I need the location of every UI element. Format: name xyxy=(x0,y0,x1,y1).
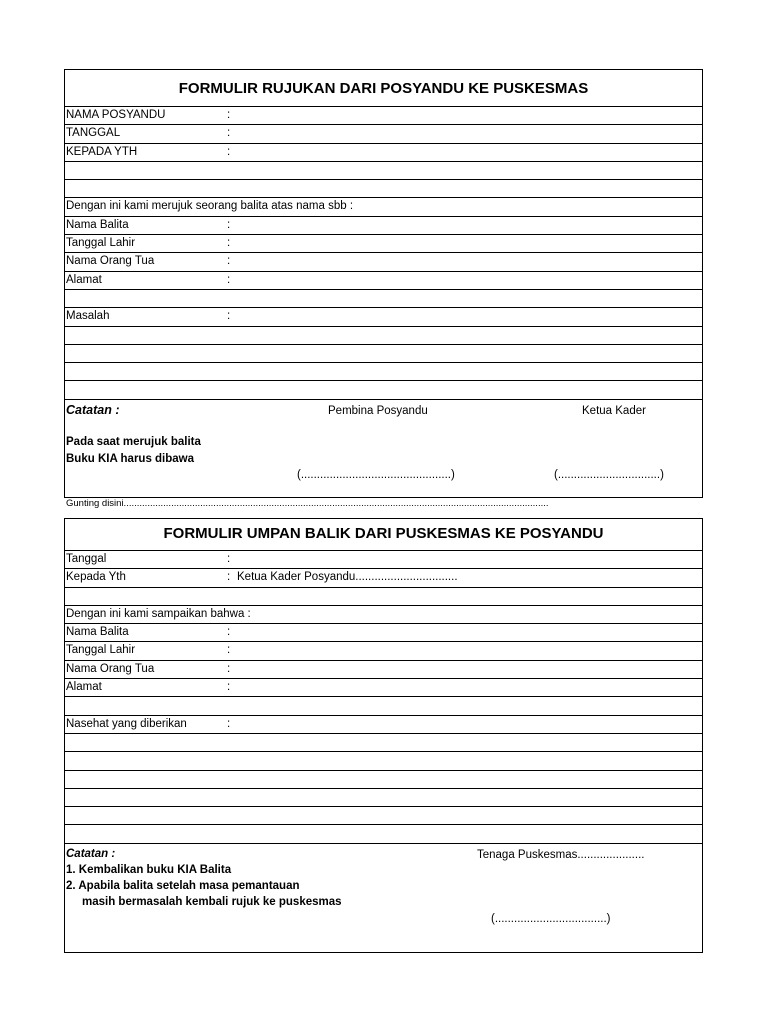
field-colon: : xyxy=(227,662,231,675)
field-alamat[interactable] xyxy=(65,272,702,290)
cut-line: Gunting disini................................................................................................................................................................. xyxy=(66,498,549,509)
field-nama-posyandu[interactable] xyxy=(65,107,702,125)
field-label: Alamat xyxy=(66,681,102,694)
blank-line[interactable] xyxy=(65,290,702,308)
field-nama-orang-tua[interactable] xyxy=(65,253,702,271)
field-label: Tanggal xyxy=(66,553,107,565)
field-colon: : xyxy=(227,571,231,584)
field-label: Nama Balita xyxy=(66,626,129,639)
blank-line[interactable] xyxy=(65,588,702,606)
field-nama-balita[interactable] xyxy=(65,624,702,642)
intro-text xyxy=(65,606,702,624)
blank-line[interactable] xyxy=(65,734,702,752)
blank-line[interactable] xyxy=(65,363,702,381)
pembina-label: Pembina Posyandu xyxy=(328,404,428,417)
field-tanggal-lahir[interactable] xyxy=(65,642,702,660)
field-label: Masalah xyxy=(66,310,110,323)
blank-line[interactable] xyxy=(65,180,702,198)
intro-label: Dengan ini kami merujuk seorang balita atas nama sbb : xyxy=(66,200,354,213)
blank-line[interactable] xyxy=(65,381,702,399)
field-label: KEPADA YTH xyxy=(66,145,138,158)
blank-line[interactable] xyxy=(65,789,702,807)
field-colon: : xyxy=(227,553,231,565)
feedback-form-title: FORMULIR UMPAN BALIK DARI PUSKESMAS KE POSYANDU xyxy=(65,519,702,551)
note-line-1: 1. Kembalikan buku KIA Balita xyxy=(66,863,232,876)
field-label: NAMA POSYANDU xyxy=(66,109,166,121)
field-colon: : xyxy=(227,273,231,286)
intro-label: Dengan ini kami sampaikan bahwa : xyxy=(66,607,251,620)
tenaga-puskesmas-label[interactable]: Tenaga Puskesmas..................... xyxy=(477,848,645,861)
field-nama-balita[interactable] xyxy=(65,217,702,235)
field-colon: : xyxy=(227,681,231,694)
field-nama-orang-tua[interactable] xyxy=(65,661,702,679)
field-tanggal-lahir[interactable] xyxy=(65,235,702,253)
field-masalah[interactable] xyxy=(65,308,702,326)
field-label: Tanggal Lahir xyxy=(66,644,136,657)
signature-tenaga[interactable]: (...................................) xyxy=(491,912,611,925)
field-label: Kepada Yth xyxy=(66,571,126,584)
field-label: Nama Orang Tua xyxy=(66,255,155,268)
note-line-1: Pada saat merujuk balita xyxy=(66,435,201,448)
field-label: TANGGAL xyxy=(66,127,121,140)
field-nasehat[interactable] xyxy=(65,716,702,734)
blank-line[interactable] xyxy=(65,327,702,345)
field-colon: : xyxy=(227,109,231,121)
field-colon: : xyxy=(227,626,231,639)
notes-section xyxy=(65,844,702,948)
field-tanggal[interactable] xyxy=(65,125,702,143)
field-label: Nasehat yang diberikan xyxy=(66,717,187,730)
field-label: Nama Balita xyxy=(66,218,129,231)
blank-line[interactable] xyxy=(65,807,702,825)
note-line-3: masih bermasalah kembali rujuk ke puskesmas xyxy=(82,895,342,908)
field-colon: : xyxy=(227,218,231,231)
signature-ketua[interactable]: (................................) xyxy=(554,468,664,481)
field-label: Nama Orang Tua xyxy=(66,662,155,675)
blank-line[interactable] xyxy=(65,162,702,180)
field-colon: : xyxy=(227,255,231,268)
blank-line[interactable] xyxy=(65,771,702,789)
field-colon: : xyxy=(227,644,231,657)
field-label: Tanggal Lahir xyxy=(66,237,136,250)
field-alamat[interactable] xyxy=(65,679,702,697)
field-colon: : xyxy=(227,145,231,158)
blank-line[interactable] xyxy=(65,825,702,843)
field-kepada-yth[interactable] xyxy=(65,569,702,587)
referral-form xyxy=(64,69,703,498)
note-line-2: 2. Apabila balita setelah masa pemantauan xyxy=(66,879,300,892)
field-kepada-yth[interactable] xyxy=(65,144,702,162)
blank-line[interactable] xyxy=(65,752,702,770)
ketua-label: Ketua Kader xyxy=(582,404,646,417)
referral-form-title: FORMULIR RUJUKAN DARI POSYANDU KE PUSKESMAS xyxy=(65,70,702,107)
field-colon: : xyxy=(227,237,231,250)
field-label: Alamat xyxy=(66,273,102,286)
field-colon: : xyxy=(227,127,231,140)
note-line-2: Buku KIA harus dibawa xyxy=(66,452,195,465)
feedback-form xyxy=(64,518,703,953)
notes-section xyxy=(65,400,702,498)
signature-pembina[interactable]: (...............................................) xyxy=(297,468,455,481)
blank-line[interactable] xyxy=(65,345,702,363)
field-value: Ketua Kader Posyandu................................ xyxy=(237,571,458,584)
field-colon: : xyxy=(227,717,231,730)
field-colon: : xyxy=(227,310,231,323)
catatan-label: Catatan : xyxy=(66,847,116,860)
intro-text xyxy=(65,198,702,216)
blank-line[interactable] xyxy=(65,697,702,715)
field-tanggal[interactable] xyxy=(65,551,702,569)
catatan-label: Catatan : xyxy=(66,402,120,417)
